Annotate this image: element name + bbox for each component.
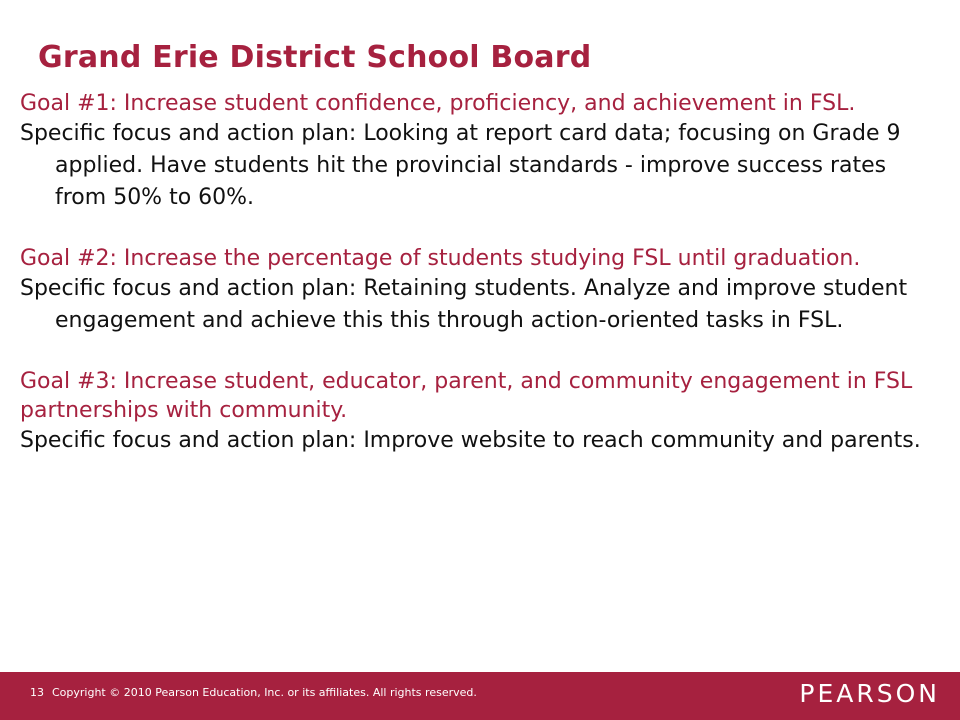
page-number: 13 bbox=[30, 686, 44, 699]
goal-3-plan: Specific focus and action plan: Improve website to reach community and parents. bbox=[20, 428, 921, 453]
goal-1-heading: Goal #1: Increase student confidence, proficiency, and achievement in FSL. bbox=[20, 91, 856, 116]
goal-3 bbox=[20, 367, 940, 457]
goal-2-heading: Goal #2: Increase the percentage of students studying FSL until graduation. bbox=[20, 246, 861, 271]
footer-bar bbox=[0, 672, 960, 720]
goal-3-heading: Goal #3: Increase student, educator, parent, and community engagement in FSL partnerships with community. bbox=[20, 369, 913, 423]
goal-2 bbox=[20, 244, 940, 337]
goal-1-plan: Specific focus and action plan: Looking at report card data; focusing on Grade 9 applied. Have students hit the provincial standards - improve success rates from 50% to 60%. bbox=[20, 121, 901, 210]
goal-1 bbox=[20, 89, 940, 214]
pearson-logo: PEARSON bbox=[799, 679, 940, 708]
slide-content bbox=[20, 89, 940, 487]
slide-title: Grand Erie District School Board bbox=[38, 40, 592, 75]
goal-2-plan: Specific focus and action plan: Retaining students. Analyze and improve student engagement and achieve this this through action-oriented tasks in FSL. bbox=[20, 276, 908, 333]
copyright-notice: Copyright © 2010 Pearson Education, Inc. or its affiliates. All rights reserved. bbox=[52, 686, 477, 699]
